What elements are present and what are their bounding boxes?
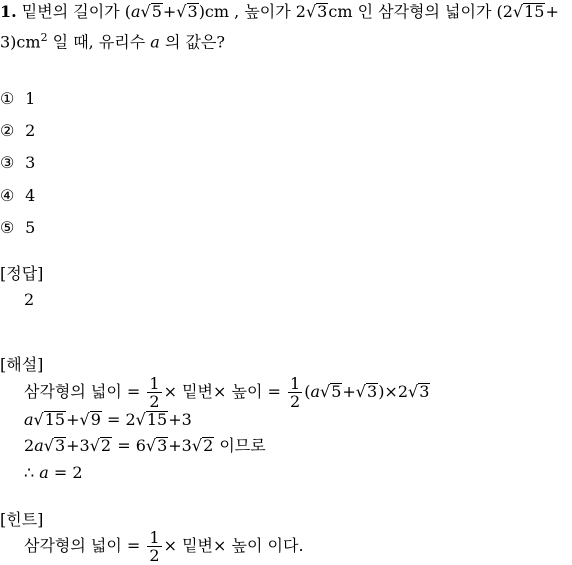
explanation-text-therefore-suffix: 이므로 — [219, 436, 266, 455]
explanation-text-height: 높이 — [231, 382, 263, 401]
explanation-line-4: ∴ a = 2 — [24, 463, 83, 482]
explanation-label: [해설] — [0, 355, 44, 374]
choice-3[interactable] — [0, 153, 35, 173]
choice-4-value: 4 — [25, 186, 36, 205]
explanation-text-area: 삼각형의 넓이 — [24, 382, 122, 401]
answer-value: 2 — [24, 290, 35, 309]
choice-5[interactable] — [0, 218, 35, 238]
hint-fraction-half: $\frac{1}{2}$ — [149, 528, 160, 565]
choice-1-mark: ① — [0, 89, 15, 108]
question-number: 1. — [0, 2, 17, 21]
choice-2-value: 2 — [25, 121, 36, 140]
question-text-1: 밑변의 길이가 — [21, 2, 120, 21]
hint-line: 삼각형의 넓이 = $\frac{1}{2}$ × 밑변× 높이 이다. — [24, 528, 304, 565]
hint-label: [힌트] — [0, 510, 44, 529]
explanation-line-3: 2a√3+3√2 = 6√3+3√2 이므로 — [24, 436, 266, 455]
hint-text-base: 밑변 — [182, 536, 214, 555]
explanation-line-1: 삼각형의 넓이 = $\frac{1}{2}$ × 밑변× 높이 = $\frac{1}{2}$ (a√5+√3)×2√3 — [24, 374, 430, 411]
choice-2-mark: ② — [0, 121, 15, 140]
choice-4-mark: ④ — [0, 186, 15, 205]
question-text-5: 의 값은? — [164, 32, 225, 52]
question-text-2: , 높이가 — [234, 2, 291, 21]
choice-1[interactable] — [0, 89, 35, 109]
answer-label: [정답] — [0, 264, 44, 283]
choice-2[interactable] — [0, 121, 35, 141]
choice-3-mark: ③ — [0, 153, 15, 172]
choice-3-value: 3 — [25, 153, 36, 172]
question-line-1: 1. 밑변의 길이가 (a√5+√3)cm , 높이가 2√3cm 인 삼각형의 넓이가 (2√15+ — [0, 2, 559, 21]
choice-5-mark: ⑤ — [0, 218, 15, 237]
question-text-3: 인 삼각형의 넓이가 — [357, 2, 492, 21]
hint-text-height: 높이 — [231, 536, 263, 555]
hint-text-end: 이다. — [267, 536, 304, 555]
choice-4[interactable] — [0, 186, 35, 206]
choice-5-value: 5 — [25, 218, 36, 237]
question-line-2: $3)cm^2$ 일 때, 유리수 a 의 값은? — [0, 31, 225, 52]
question-text-4: 일 때, 유리수 — [52, 32, 146, 52]
hint-text-area: 삼각형의 넓이 — [24, 536, 122, 555]
fraction-half-2: $\frac{1}{2}$ — [290, 374, 301, 411]
fraction-half: $\frac{1}{2}$ — [149, 374, 160, 411]
choice-1-value: 1 — [25, 89, 36, 108]
explanation-line-2: a√15+√9 = 2√15+3 — [24, 410, 192, 429]
explanation-text-base: 밑변 — [182, 382, 214, 401]
